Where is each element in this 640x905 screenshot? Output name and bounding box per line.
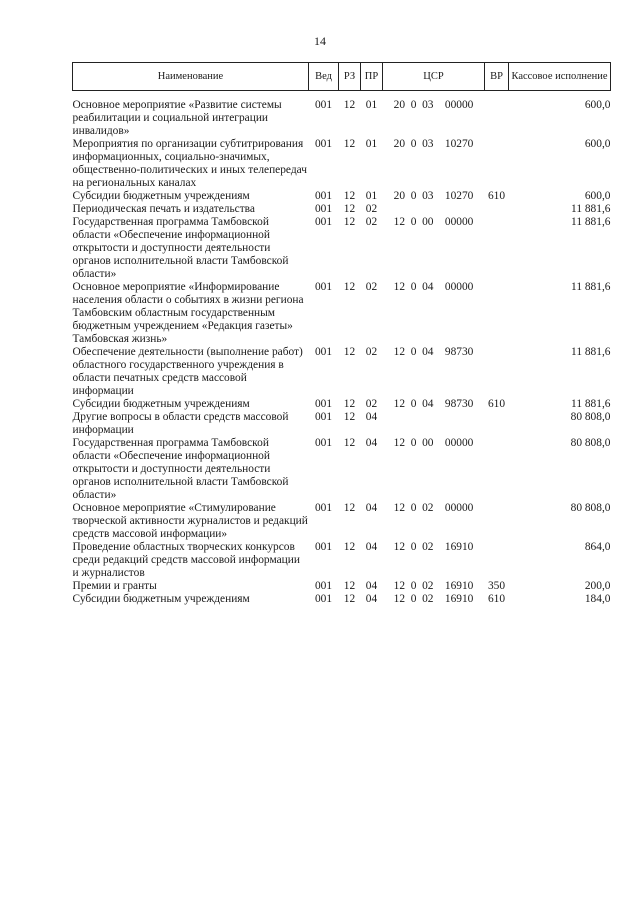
row-amount: 200,0 (584, 580, 611, 592)
row-amount: 11 881,6 (571, 398, 611, 410)
row-rz: 12 (343, 216, 356, 228)
row-amount: 184,0 (584, 593, 611, 605)
header-ved: Вед (309, 63, 339, 91)
table-row (73, 593, 611, 606)
row-name: Субсидии бюджетным учреждениям (72, 593, 250, 605)
row-pr: 02 (365, 398, 378, 410)
row-vr (485, 138, 509, 190)
row-rz: 12 (343, 580, 356, 592)
table-row (73, 580, 611, 593)
row-name: Государственная программа Тамбовской области «Обеспечение информационной открытости и доступности деятельности органов исполнительной власти Тамбовской области» (72, 216, 289, 280)
table-body (73, 91, 611, 607)
table-row (73, 203, 611, 216)
row-csr (383, 411, 485, 437)
table-row (73, 437, 611, 502)
header-amount: Кассовое исполнение (509, 63, 611, 91)
row-csr (383, 203, 485, 216)
header-csr: ЦСР (383, 63, 485, 91)
row-vr (485, 346, 509, 398)
row-vr (485, 216, 509, 281)
row-rz: 12 (343, 138, 356, 150)
row-pr: 02 (365, 216, 378, 228)
row-vr (485, 502, 509, 541)
row-ved: 001 (314, 190, 333, 202)
header-vr: ВР (485, 63, 509, 91)
row-amount: 11 881,6 (571, 346, 611, 358)
budget-table (72, 62, 611, 606)
row-pr: 04 (365, 502, 378, 514)
row-amount: 600,0 (584, 99, 611, 111)
table-row (73, 502, 611, 541)
row-amount: 600,0 (584, 138, 611, 150)
row-vr: 610 (487, 190, 506, 202)
row-vr: 610 (487, 398, 506, 410)
row-rz: 12 (343, 398, 356, 410)
row-vr (485, 281, 509, 346)
header-name: Наименование (73, 63, 309, 91)
row-csr: 20 0 03 00000 (393, 99, 474, 111)
row-vr (485, 203, 509, 216)
row-pr: 04 (365, 593, 378, 605)
row-ved: 001 (314, 502, 333, 514)
row-pr: 02 (365, 346, 378, 358)
row-rz: 12 (343, 281, 356, 293)
row-ved: 001 (314, 437, 333, 449)
row-ved: 001 (314, 138, 333, 150)
row-rz: 12 (343, 203, 356, 215)
row-rz: 12 (343, 411, 356, 423)
table-row (73, 216, 611, 281)
table-row (73, 190, 611, 203)
row-pr: 02 (365, 281, 378, 293)
row-rz: 12 (343, 346, 356, 358)
row-name: Обеспечение деятельности (выполнение работ) областного государственного учреждения в области печатных средств массовой информации (72, 346, 303, 397)
table-row (73, 281, 611, 346)
row-amount: 80 808,0 (570, 411, 611, 423)
row-name: Основное мероприятие «Стимулирование творческой активности журналистов и редакций средств массовой информации» (72, 502, 308, 540)
row-pr: 01 (365, 138, 378, 150)
row-pr: 04 (365, 580, 378, 592)
row-name: Периодическая печать и издательства (72, 203, 255, 215)
row-name: Мероприятия по организации субтитрирования информационных, социально-значимых, общественно-политических и иных телепередач на региональных каналах (72, 138, 307, 189)
row-pr: 04 (365, 541, 378, 553)
row-csr: 12 0 02 00000 (393, 502, 474, 514)
table-row (73, 346, 611, 398)
row-rz: 12 (343, 437, 356, 449)
row-csr: 20 0 03 10270 (393, 190, 474, 202)
row-vr: 350 (487, 580, 506, 592)
row-amount: 11 881,6 (571, 216, 611, 228)
row-csr: 12 0 04 98730 (393, 346, 474, 358)
row-vr: 610 (487, 593, 506, 605)
row-amount: 600,0 (584, 190, 611, 202)
row-name: Проведение областных творческих конкурсов среди редакций средств массовой информации и журналистов (72, 541, 300, 579)
row-name: Субсидии бюджетным учреждениям (72, 190, 250, 202)
row-vr (485, 541, 509, 580)
row-csr: 12 0 00 00000 (393, 437, 474, 449)
row-amount: 11 881,6 (571, 281, 611, 293)
row-ved: 001 (314, 541, 333, 553)
row-rz: 12 (343, 502, 356, 514)
table-row (73, 91, 611, 139)
row-vr (485, 91, 509, 139)
row-rz: 12 (343, 190, 356, 202)
page-number: 14 (314, 34, 326, 48)
row-rz: 12 (343, 593, 356, 605)
row-vr (485, 437, 509, 502)
row-ved: 001 (314, 398, 333, 410)
row-amount: 80 808,0 (570, 502, 611, 514)
row-rz: 12 (343, 541, 356, 553)
row-pr: 04 (365, 411, 378, 423)
row-name: Основное мероприятие «Информирование населения области о событиях в жизни региона Тамбовским областным государственным бюджетным учреждением «Редакция газеты» Тамбовская жизнь» (72, 281, 304, 345)
row-name: Основное мероприятие «Развитие системы реабилитации и социальной интеграции инвалидов» (72, 99, 282, 137)
table-header (73, 63, 611, 91)
row-csr: 12 0 04 00000 (393, 281, 474, 293)
row-pr: 01 (365, 190, 378, 202)
table-row (73, 398, 611, 411)
row-amount: 11 881,6 (571, 203, 611, 215)
row-vr (485, 411, 509, 437)
row-ved: 001 (314, 580, 333, 592)
row-amount: 864,0 (584, 541, 611, 553)
row-rz: 12 (343, 99, 356, 111)
table-row (73, 541, 611, 580)
row-ved: 001 (314, 346, 333, 358)
row-name: Другие вопросы в области средств массовой информации (72, 411, 289, 436)
row-csr: 12 0 02 16910 (393, 541, 474, 553)
row-ved: 001 (314, 411, 333, 423)
row-ved: 001 (314, 593, 333, 605)
row-csr: 12 0 02 16910 (393, 593, 474, 605)
row-csr: 12 0 04 98730 (393, 398, 474, 410)
row-ved: 001 (314, 99, 333, 111)
row-name: Субсидии бюджетным учреждениям (72, 398, 250, 410)
row-name: Государственная программа Тамбовской области «Обеспечение информационной открытости и доступности деятельности органов исполнительной власти Тамбовской области» (72, 437, 289, 501)
table-row (73, 138, 611, 190)
row-csr: 20 0 03 10270 (393, 138, 474, 150)
row-name: Премии и гранты (72, 580, 157, 592)
row-pr: 02 (365, 203, 378, 215)
row-amount: 80 808,0 (570, 437, 611, 449)
row-csr: 12 0 00 00000 (393, 216, 474, 228)
row-pr: 04 (365, 437, 378, 449)
row-pr: 01 (365, 99, 378, 111)
row-csr: 12 0 02 16910 (393, 580, 474, 592)
row-ved: 001 (314, 281, 333, 293)
header-pr: ПР (361, 63, 383, 91)
header-rz: РЗ (339, 63, 361, 91)
table-row (73, 411, 611, 437)
row-ved: 001 (314, 216, 333, 228)
row-ved: 001 (314, 203, 333, 215)
